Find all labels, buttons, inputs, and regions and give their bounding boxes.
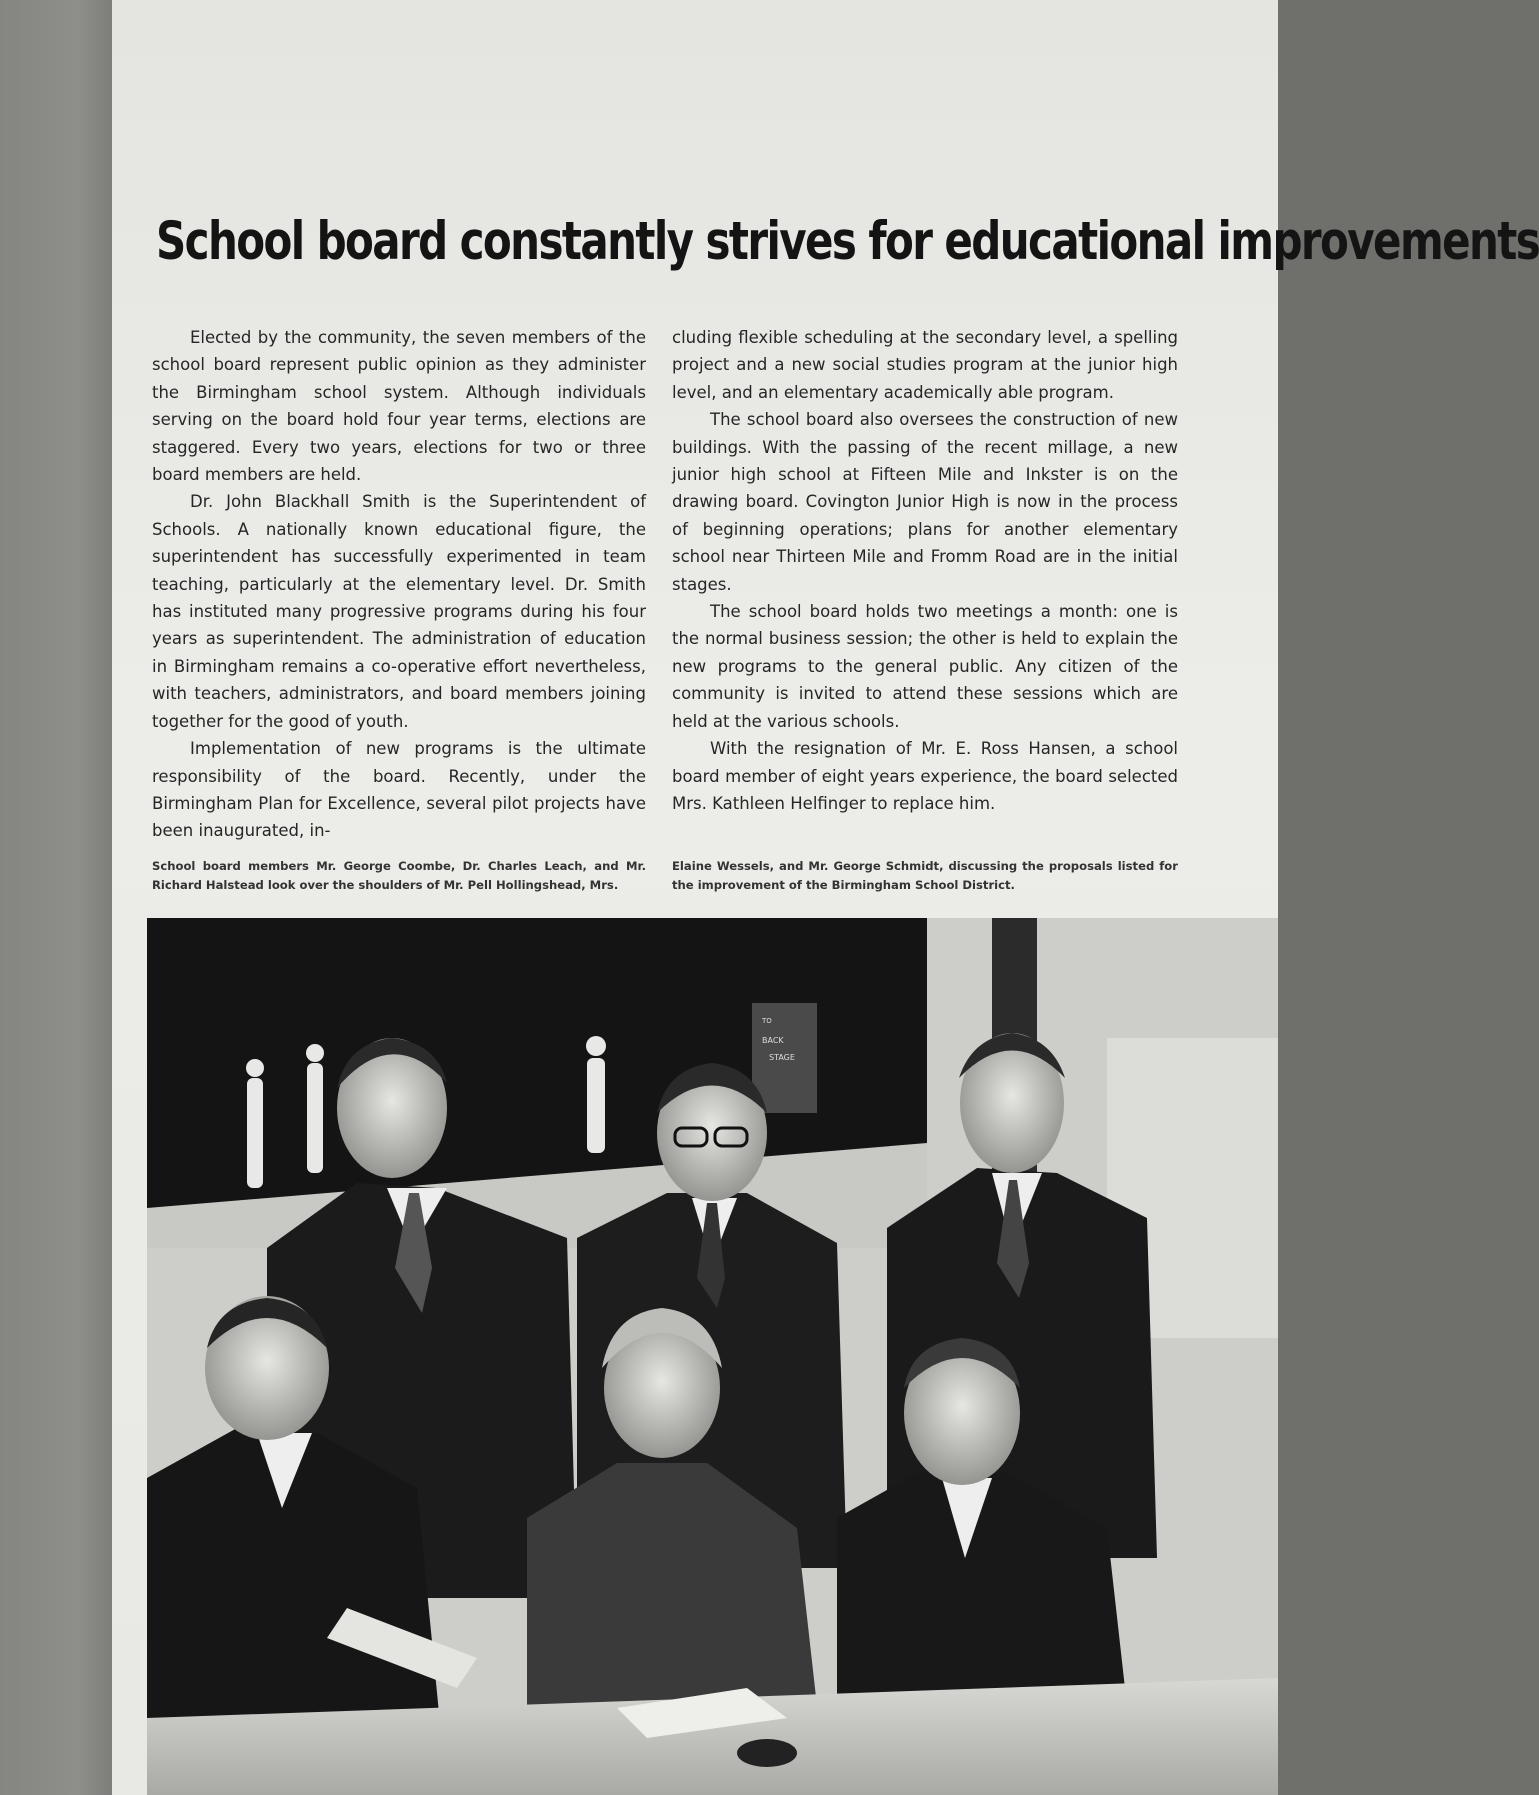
yearbook-page [112, 0, 1539, 1795]
paragraph: The school board also oversees the construction of new buildings. With the passing of the recent millage, a new junior high school at Fifteen Mile and Inkster is on the drawing board. Covington Junior High is now in the process of beginning operations; plans for another elementary school near Thirteen Mile and Fromm Road are in the initial stages. [672, 410, 1178, 594]
paragraph-continuation: cluding flexible scheduling at the secondary level, a spelling project and a new social studies program at the junior high level, and an elementary academically able program. [672, 328, 1178, 402]
body-column-right [672, 324, 1178, 817]
ashtray [737, 1739, 797, 1767]
sign-line-2: BACK [762, 1036, 784, 1045]
paragraph: Implementation of new programs is the ultimate responsibility of the board. Recently, under the Birmingham Plan for Excellence, several pilot projects have been inaugurated, in- [152, 739, 646, 841]
photo-caption-right: Elaine Wessels, and Mr. George Schmidt, discussing the proposals listed for the improvement of the Birmingham School District. [672, 859, 1178, 892]
group-photo-illustration [147, 918, 1278, 1795]
photo-caption-left: School board members Mr. George Coombe, Dr. Charles Leach, and Mr. Richard Halstead look over the shoulders of Mr. Pell Hollingshead, Mrs. [152, 859, 646, 892]
paragraph: With the resignation of Mr. E. Ross Hansen, a school board member of eight years experience, the board selected Mrs. Kathleen Helfinger to replace him. [672, 739, 1178, 813]
left-page-margin [0, 0, 112, 1795]
sign-line-1: TO [762, 1017, 772, 1025]
paragraph: Elected by the community, the seven members of the school board represent public opinion as they administer the Birmingham school system. Although individuals serving on the board hold four year terms, elections are staggered. Every two years, elections for two or three board members are held. [152, 328, 646, 485]
page-headline: School board constantly strives for educational improvements [156, 210, 1539, 272]
group-photo [147, 918, 1278, 1795]
paragraph: Dr. John Blackhall Smith is the Superintendent of Schools. A nationally known educational figure, the superintendent has successfully experimented in team teaching, particularly at the elementary level. Dr. Smith has instituted many progressive programs during his four years as superintendent. The administration of education in Birmingham remains a co-operative effort nevertheless, with teachers, administrators, and board members joining together for the good of youth. [152, 492, 646, 731]
paragraph: The school board holds two meetings a month: one is the normal business session; the other is held to explain the new programs to the general public. Any citizen of the community is invited to attend these sessions which are held at the various schools. [672, 602, 1178, 731]
body-column-left [152, 324, 646, 845]
sign-line-3: STAGE [769, 1053, 795, 1062]
